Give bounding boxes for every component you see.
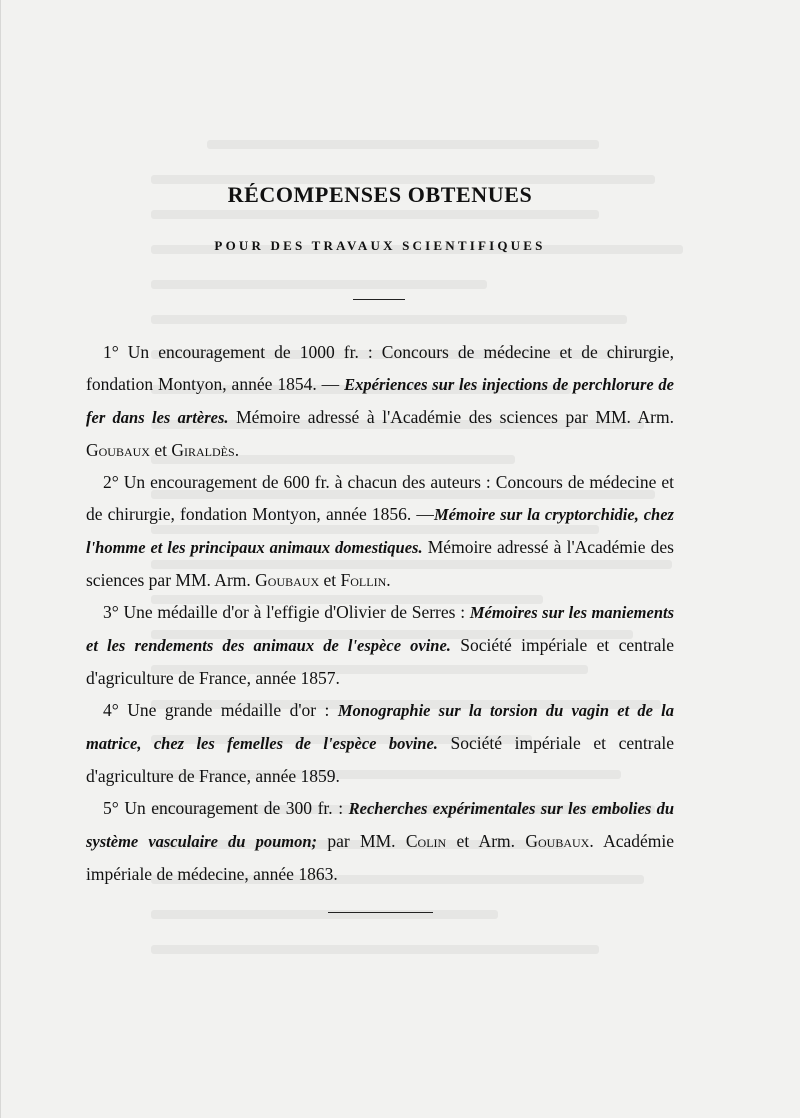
awards-list xyxy=(86,336,674,890)
entry-text: Un encouragement de 1000 fr. : Concours de médecine et de chirurgie, fondation Montyon, année 1854. — xyxy=(86,342,674,394)
entry-work-title: Expériences sur les injections de perchlorure de fer dans les artères. xyxy=(86,375,674,427)
entry-text: Société impériale et centrale d'agriculture de France, année 1859. xyxy=(86,733,674,786)
end-divider xyxy=(328,912,433,913)
entry-author: Follin xyxy=(340,570,387,590)
entry-work-title: Mémoire sur la cryptorchidie, chez l'homme et les principaux animaux domestiques. xyxy=(86,505,674,557)
entry-author: Colin xyxy=(405,831,447,851)
entry-text: Un encouragement de 600 fr. à chacun des auteurs : Concours de médecine et de chirurgie, fondation Montyon, année 1856. — xyxy=(86,472,675,524)
entry-text: Mémoire adressé à l'Académie des sciences par MM. Arm. xyxy=(228,407,674,427)
award-entry-5 xyxy=(86,792,674,890)
entry-end: . xyxy=(386,570,391,590)
entry-number: 3° xyxy=(103,602,119,622)
entry-text: Société impériale et centrale d'agriculture de France, année 1857. xyxy=(86,635,674,688)
entry-end: . xyxy=(234,440,240,460)
entry-end: . Académie impériale de médecine, année 1863. xyxy=(86,831,675,884)
entry-author: Goubaux xyxy=(86,440,150,460)
entry-connector: et Arm. xyxy=(446,831,526,851)
entry-text: Une médaille d'or à l'effigie d'Olivier de Serres : xyxy=(123,602,470,622)
entry-number: 1° xyxy=(103,342,119,362)
entry-work-title: Recherches expérimentales sur les embolies du système vasculaire du poumon; xyxy=(86,799,674,851)
entry-number: 2° xyxy=(103,472,119,492)
page-subtitle: POUR DES TRAVAUX SCIENTIFIQUES xyxy=(214,238,546,253)
entry-work-title: Monographie sur la torsion du vagin et de la matrice, chez les femelles de l'espèce bovine. xyxy=(86,701,674,753)
entry-text: Un encouragement de 300 fr. : xyxy=(124,798,349,818)
award-entry-4 xyxy=(86,694,674,792)
entry-text: par MM. xyxy=(317,831,406,851)
award-entry-2 xyxy=(86,466,674,596)
entry-work-title: Mémoires sur les maniements et les rendements des animaux de l'espèce ovine. xyxy=(86,603,675,655)
award-entry-1 xyxy=(86,336,674,466)
entry-number: 4° xyxy=(103,700,119,720)
award-entry-3 xyxy=(86,596,674,694)
entry-author: Goubaux xyxy=(255,570,320,590)
entry-text: Une grande médaille d'or : xyxy=(127,700,338,720)
entry-connector: et xyxy=(149,440,172,460)
entry-author: Goubaux xyxy=(525,831,590,851)
title-divider xyxy=(353,299,405,300)
page-title: RÉCOMPENSES OBTENUES xyxy=(227,182,533,207)
entry-text: Mémoire adressé à l'Académie des sciences par MM. Arm. xyxy=(86,537,674,590)
entry-author: Giraldès xyxy=(171,440,235,460)
entry-connector: et xyxy=(319,570,341,590)
entry-number: 5° xyxy=(103,798,119,818)
